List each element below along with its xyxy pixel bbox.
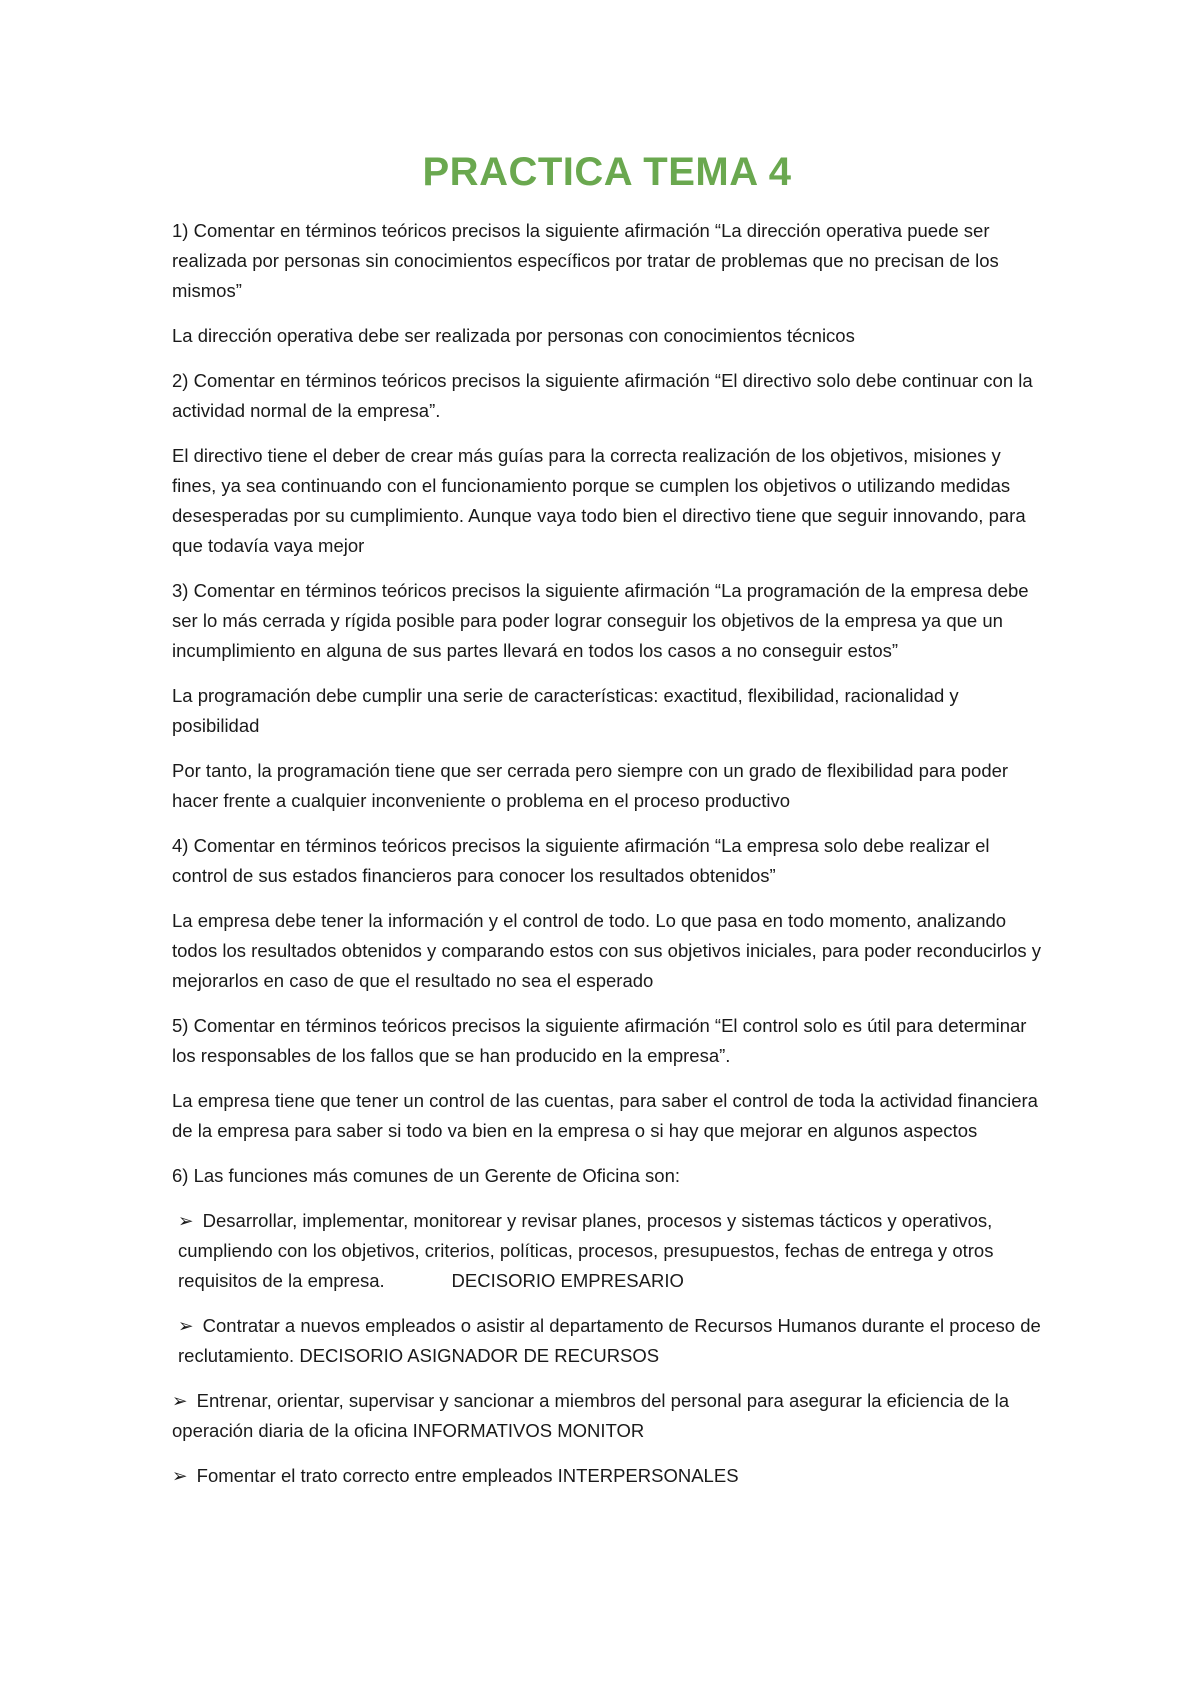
question-text: Comentar en términos teóricos precisos la siguiente afirmación “La dirección operativa puede ser realizada por personas sin conocimientos específicos por tratar de problemas que no precisan de los mismos”: [172, 220, 999, 301]
question-text: Comentar en términos teóricos precisos la siguiente afirmación “El control solo es útil para determinar los responsables de los fallos que se han producido en la empresa”.: [172, 1015, 1027, 1066]
question-number: 4): [172, 835, 189, 856]
arrow-bullet-icon: ➢: [172, 1465, 188, 1486]
question-number: 2): [172, 370, 189, 391]
list-item: [172, 1206, 1042, 1296]
role-label: DECISORIO EMPRESARIO: [451, 1270, 684, 1291]
role-label: INFORMATIVOS MONITOR: [412, 1420, 645, 1441]
page-title: PRACTICA TEMA 4: [422, 150, 792, 194]
list-item: [172, 1311, 1042, 1371]
arrow-bullet-icon: ➢: [178, 1315, 194, 1336]
question-6: [172, 1161, 1042, 1191]
list-item: [172, 1461, 1042, 1491]
question-1: [172, 216, 1042, 306]
question-number: 5): [172, 1015, 189, 1036]
question-text: Comentar en términos teóricos precisos la siguiente afirmación “La empresa solo debe realizar el control de sus estados financieros para conocer los resultados obtenidos”: [172, 835, 990, 886]
question-3: [172, 576, 1042, 666]
answer-5: La empresa tiene que tener un control de las cuentas, para saber el control de toda la actividad financiera de la empresa para saber si todo va bien en la empresa o si hay que mejorar en algunos aspectos: [172, 1090, 1038, 1141]
list-item-text: Fomentar el trato correcto entre empleados: [196, 1465, 553, 1486]
question-2: [172, 366, 1042, 426]
question-number: 1): [172, 220, 189, 241]
role-label: DECISORIO ASIGNADOR DE RECURSOS: [299, 1345, 660, 1366]
question-number: 6): [172, 1165, 189, 1186]
answer-3-part-2: Por tanto, la programación tiene que ser cerrada pero siempre con un grado de flexibilidad para poder hacer frente a cualquier inconveniente o problema en el proceso productivo: [172, 760, 1009, 811]
answer-3-part-1: La programación debe cumplir una serie de características: exactitud, flexibilidad, racionalidad y posibilidad: [172, 685, 959, 736]
arrow-bullet-icon: ➢: [178, 1210, 194, 1231]
answer-2: El directivo tiene el deber de crear más guías para la correcta realización de los objetivos, misiones y fines, ya sea continuando con el funcionamiento porque se cumplen los objetivos o utilizando medidas desesperadas por su cumplimiento. Aunque vaya todo bien el directivo tiene que seguir innovando, para que todavía vaya mejor: [172, 445, 1026, 556]
question-5: [172, 1011, 1042, 1071]
question-number: 3): [172, 580, 189, 601]
list-item: [172, 1386, 1042, 1446]
question-4: [172, 831, 1042, 891]
answer-4: La empresa debe tener la información y el control de todo. Lo que pasa en todo momento, analizando todos los resultados obtenidos y comparando estos con sus objetivos iniciales, para poder reconducirlos y mejorarlos en caso de que el resultado no sea el esperado: [172, 910, 1041, 991]
list-item-text: Desarrollar, implementar, monitorear y revisar planes, procesos y sistemas tácticos y operativos, cumpliendo con los objetivos, criterios, políticas, procesos, presupuestos, fechas de entrega y otros requisitos de la empresa.: [178, 1210, 994, 1291]
question-text: Comentar en términos teóricos precisos la siguiente afirmación “La programación de la empresa debe ser lo más cerrada y rígida posible para poder lograr conseguir los objetivos de la empresa ya que un incumplimiento en alguna de sus partes llevará en todos los casos a no conseguir estos”: [172, 580, 1029, 661]
arrow-bullet-icon: ➢: [172, 1390, 188, 1411]
answer-1: La dirección operativa debe ser realizada por personas con conocimientos técnicos: [172, 325, 855, 346]
role-label: INTERPERSONALES: [557, 1465, 739, 1486]
list-item-text: Contratar a nuevos empleados o asistir al departamento de Recursos Humanos durante el proceso de reclutamiento.: [178, 1315, 1041, 1366]
document-page: [172, 148, 1042, 1506]
list-item-text: Entrenar, orientar, supervisar y sancionar a miembros del personal para asegurar la eficiencia de la operación diaria de la oficina: [172, 1390, 1010, 1441]
question-text: Las funciones más comunes de un Gerente de Oficina son:: [193, 1165, 681, 1186]
question-text: Comentar en términos teóricos precisos la siguiente afirmación “El directivo solo debe continuar con la actividad normal de la empresa”.: [172, 370, 1033, 421]
